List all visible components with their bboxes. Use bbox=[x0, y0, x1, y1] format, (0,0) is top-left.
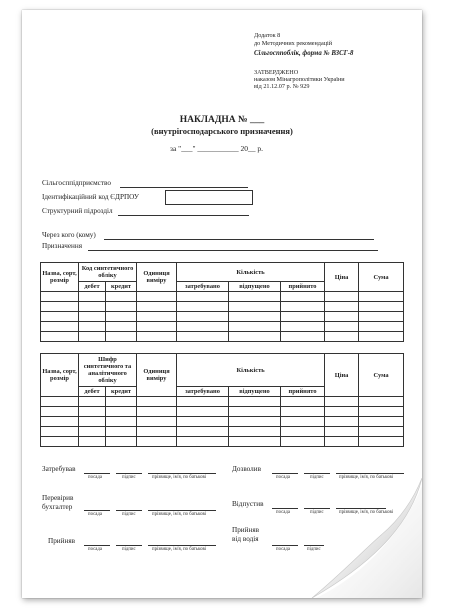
edrpou-field[interactable] bbox=[165, 190, 253, 205]
caption-signature: підпис bbox=[310, 475, 324, 480]
sig-requested-position[interactable] bbox=[84, 473, 110, 474]
sig-issued-label: Відпустив bbox=[232, 500, 264, 508]
sig-released-name[interactable] bbox=[336, 473, 404, 474]
col-requested: затребувано bbox=[177, 387, 229, 397]
col-name: Назва, сорт, розмір bbox=[41, 263, 79, 292]
caption-position: посада bbox=[276, 547, 290, 552]
caption-name: прізвище, ім'я, по батькові bbox=[152, 475, 207, 480]
unit-label: Структурний підрозділ bbox=[42, 207, 113, 215]
sig-released-signature[interactable] bbox=[304, 473, 330, 474]
document-sheet bbox=[22, 10, 422, 598]
caption-name: прізвище, ім'я, по батькові bbox=[152, 547, 207, 552]
col-requested: затребувано bbox=[177, 282, 229, 292]
table-row[interactable] bbox=[41, 302, 404, 312]
items-table-1 bbox=[40, 262, 404, 342]
col-debit: дебет bbox=[79, 387, 106, 397]
table-row[interactable] bbox=[41, 322, 404, 332]
caption-position: посада bbox=[88, 547, 102, 552]
table-row[interactable] bbox=[41, 437, 404, 447]
enterprise-label: Сільгосппідприємство bbox=[42, 179, 111, 187]
approved-order: наказом Мінагрополітики України bbox=[254, 76, 345, 83]
table-row[interactable] bbox=[41, 332, 404, 342]
table-row[interactable] bbox=[41, 312, 404, 322]
caption-signature: підпис bbox=[307, 547, 321, 552]
col-code: Шифр синтетичного та аналітичного обліку bbox=[79, 354, 137, 387]
caption-position: посада bbox=[88, 475, 102, 480]
col-unit: Одиниця виміру bbox=[137, 354, 177, 397]
sig-driver-label-2: від водія bbox=[232, 535, 259, 543]
approved-label: ЗАТВЕРДЖЕНО bbox=[254, 69, 299, 76]
col-price: Ціна bbox=[325, 354, 359, 397]
caption-name: прізвище, ім'я, по батькові bbox=[339, 510, 394, 515]
col-price: Ціна bbox=[325, 263, 359, 292]
col-released: відпущено bbox=[229, 282, 281, 292]
sig-accepted-name[interactable] bbox=[148, 545, 216, 546]
table-row[interactable] bbox=[41, 292, 404, 302]
caption-name: прізвище, ім'я, по батькові bbox=[339, 475, 394, 480]
caption-signature: підпис bbox=[122, 512, 136, 517]
enterprise-field[interactable] bbox=[120, 187, 248, 188]
unit-field[interactable] bbox=[118, 215, 249, 216]
caption-position: посада bbox=[88, 512, 102, 517]
caption-name: прізвище, ім'я, по батькові bbox=[152, 512, 207, 517]
col-debit: дебет bbox=[79, 282, 106, 292]
col-received: прийнято bbox=[281, 282, 325, 292]
col-sum: Сума bbox=[359, 263, 404, 292]
sig-accepted-label: Прийняв bbox=[48, 537, 76, 545]
sig-checked-label-1: Перевірив bbox=[42, 494, 74, 502]
form-code: Сільгосппоблік, форма № ВЗСГ-8 bbox=[254, 50, 354, 57]
table-row[interactable] bbox=[41, 417, 404, 427]
page-curl-graphic bbox=[272, 478, 422, 598]
col-qty: Кількість bbox=[177, 263, 325, 282]
col-code: Код синтетичного обліку bbox=[79, 263, 137, 282]
col-released: відпущено bbox=[229, 387, 281, 397]
purpose-label: Призначення bbox=[42, 242, 83, 250]
items-table-2 bbox=[40, 353, 404, 447]
sig-accepted-signature[interactable] bbox=[116, 545, 142, 546]
sig-driver-label-1: Прийняв bbox=[232, 526, 260, 534]
sig-released-position[interactable] bbox=[272, 473, 298, 474]
col-sum: Сума bbox=[359, 354, 404, 397]
sig-checked-label-2: бухгалтер bbox=[42, 503, 73, 511]
col-credit: кредит bbox=[106, 387, 137, 397]
document-subtitle: (внутрігосподарського призначення) bbox=[151, 126, 293, 136]
sig-requested-label: Затребував bbox=[42, 465, 76, 473]
through-field[interactable] bbox=[104, 239, 374, 240]
table-row[interactable] bbox=[41, 407, 404, 417]
col-unit: Одиниця виміру bbox=[137, 263, 177, 292]
table-row[interactable] bbox=[41, 427, 404, 437]
col-name: Назва, сорт, розмір bbox=[41, 354, 79, 397]
col-received: прийнято bbox=[281, 387, 325, 397]
sig-checked-signature[interactable] bbox=[116, 510, 142, 511]
col-credit: кредит bbox=[106, 282, 137, 292]
col-qty: Кількість bbox=[177, 354, 325, 387]
purpose-field[interactable] bbox=[88, 250, 378, 251]
header-line1: Додаток 8 bbox=[254, 32, 281, 39]
sig-released-label: Дозволив bbox=[232, 465, 262, 473]
caption-position: посада bbox=[276, 510, 290, 515]
sig-requested-name[interactable] bbox=[148, 473, 216, 474]
caption-signature: підпис bbox=[310, 510, 324, 515]
header-line2: до Методичних рекомендацій bbox=[254, 40, 333, 47]
table-row[interactable] bbox=[41, 397, 404, 407]
approved-date: від 21.12.07 р. № 929 bbox=[254, 83, 310, 90]
caption-signature: підпис bbox=[122, 547, 136, 552]
edrpou-label: Ідентифікаційний код ЄДРПОУ bbox=[42, 193, 140, 201]
caption-position: посада bbox=[276, 475, 290, 480]
sig-checked-position[interactable] bbox=[84, 510, 110, 511]
document-title: НАКЛАДНА № ___ bbox=[179, 115, 265, 125]
date-line: за "___" ___________ 20__ р. bbox=[170, 144, 264, 153]
through-label: Через кого (кому) bbox=[42, 231, 96, 239]
sig-accepted-position[interactable] bbox=[84, 545, 110, 546]
sig-requested-signature[interactable] bbox=[116, 473, 142, 474]
caption-signature: підпис bbox=[122, 475, 136, 480]
sig-checked-name[interactable] bbox=[148, 510, 216, 511]
